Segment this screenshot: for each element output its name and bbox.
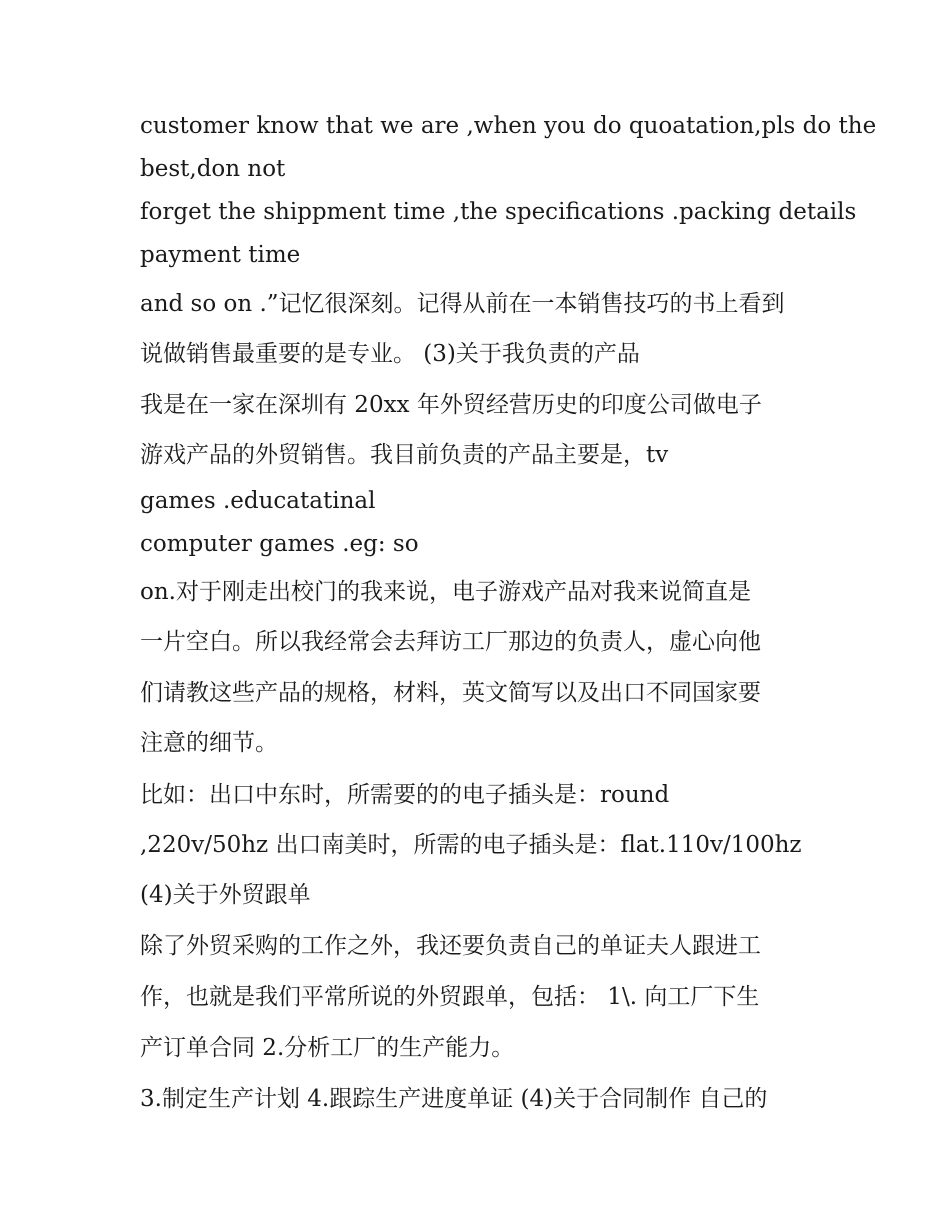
text-line: 们请教这些产品的规格，材料，英文简写以及出口不同国家要	[140, 680, 761, 706]
text-line: 一片空白。所以我经常会去拜访工厂那边的负责人，虚心向他	[140, 629, 761, 655]
text-line: 比如：出口中东时，所需要的的电子插头是：round	[140, 782, 670, 808]
text-line: best,don not	[140, 156, 286, 182]
text-line: (4)关于外贸跟单	[140, 882, 311, 908]
text-line: on.对于刚走出校门的我来说，电子游戏产品对我来说简直是	[140, 579, 751, 605]
text-line: 注意的细节。	[140, 730, 278, 756]
text-line: 我是在一家在深圳有 20xx 年外贸经营历史的印度公司做电子	[140, 392, 762, 418]
text-line: 产订单合同 2.分析工厂的生产能力。	[140, 1035, 515, 1061]
text-line: and so on .”记忆很深刻。记得从前在一本销售技巧的书上看到	[140, 291, 785, 317]
text-line: 3.制定生产计划 4.跟踪生产进度单证 (4)关于合同制作 自己的	[140, 1086, 768, 1112]
text-line: 说做销售最重要的是专业。 (3)关于我负责的产品	[140, 341, 640, 367]
text-line: computer games .eg: so	[140, 531, 419, 557]
text-line: ,220v/50hz 出口南美时，所需的电子插头是：flat.110v/100hz	[140, 832, 802, 858]
text-line: forget the shippment time ,the specifications .packing details	[140, 199, 857, 225]
text-line: payment time	[140, 242, 301, 268]
text-line: 除了外贸采购的工作之外，我还要负责自己的单证夫人跟进工	[140, 933, 761, 959]
text-line: customer know that we are ,when you do quoatation,pls do the	[140, 113, 877, 139]
text-line: 游戏产品的外贸销售。我目前负责的产品主要是，tv	[140, 442, 669, 468]
text-line: 作，也就是我们平常所说的外贸跟单，包括： 1\. 向工厂下生	[140, 984, 760, 1010]
text-line: games .educatatinal	[140, 488, 376, 514]
